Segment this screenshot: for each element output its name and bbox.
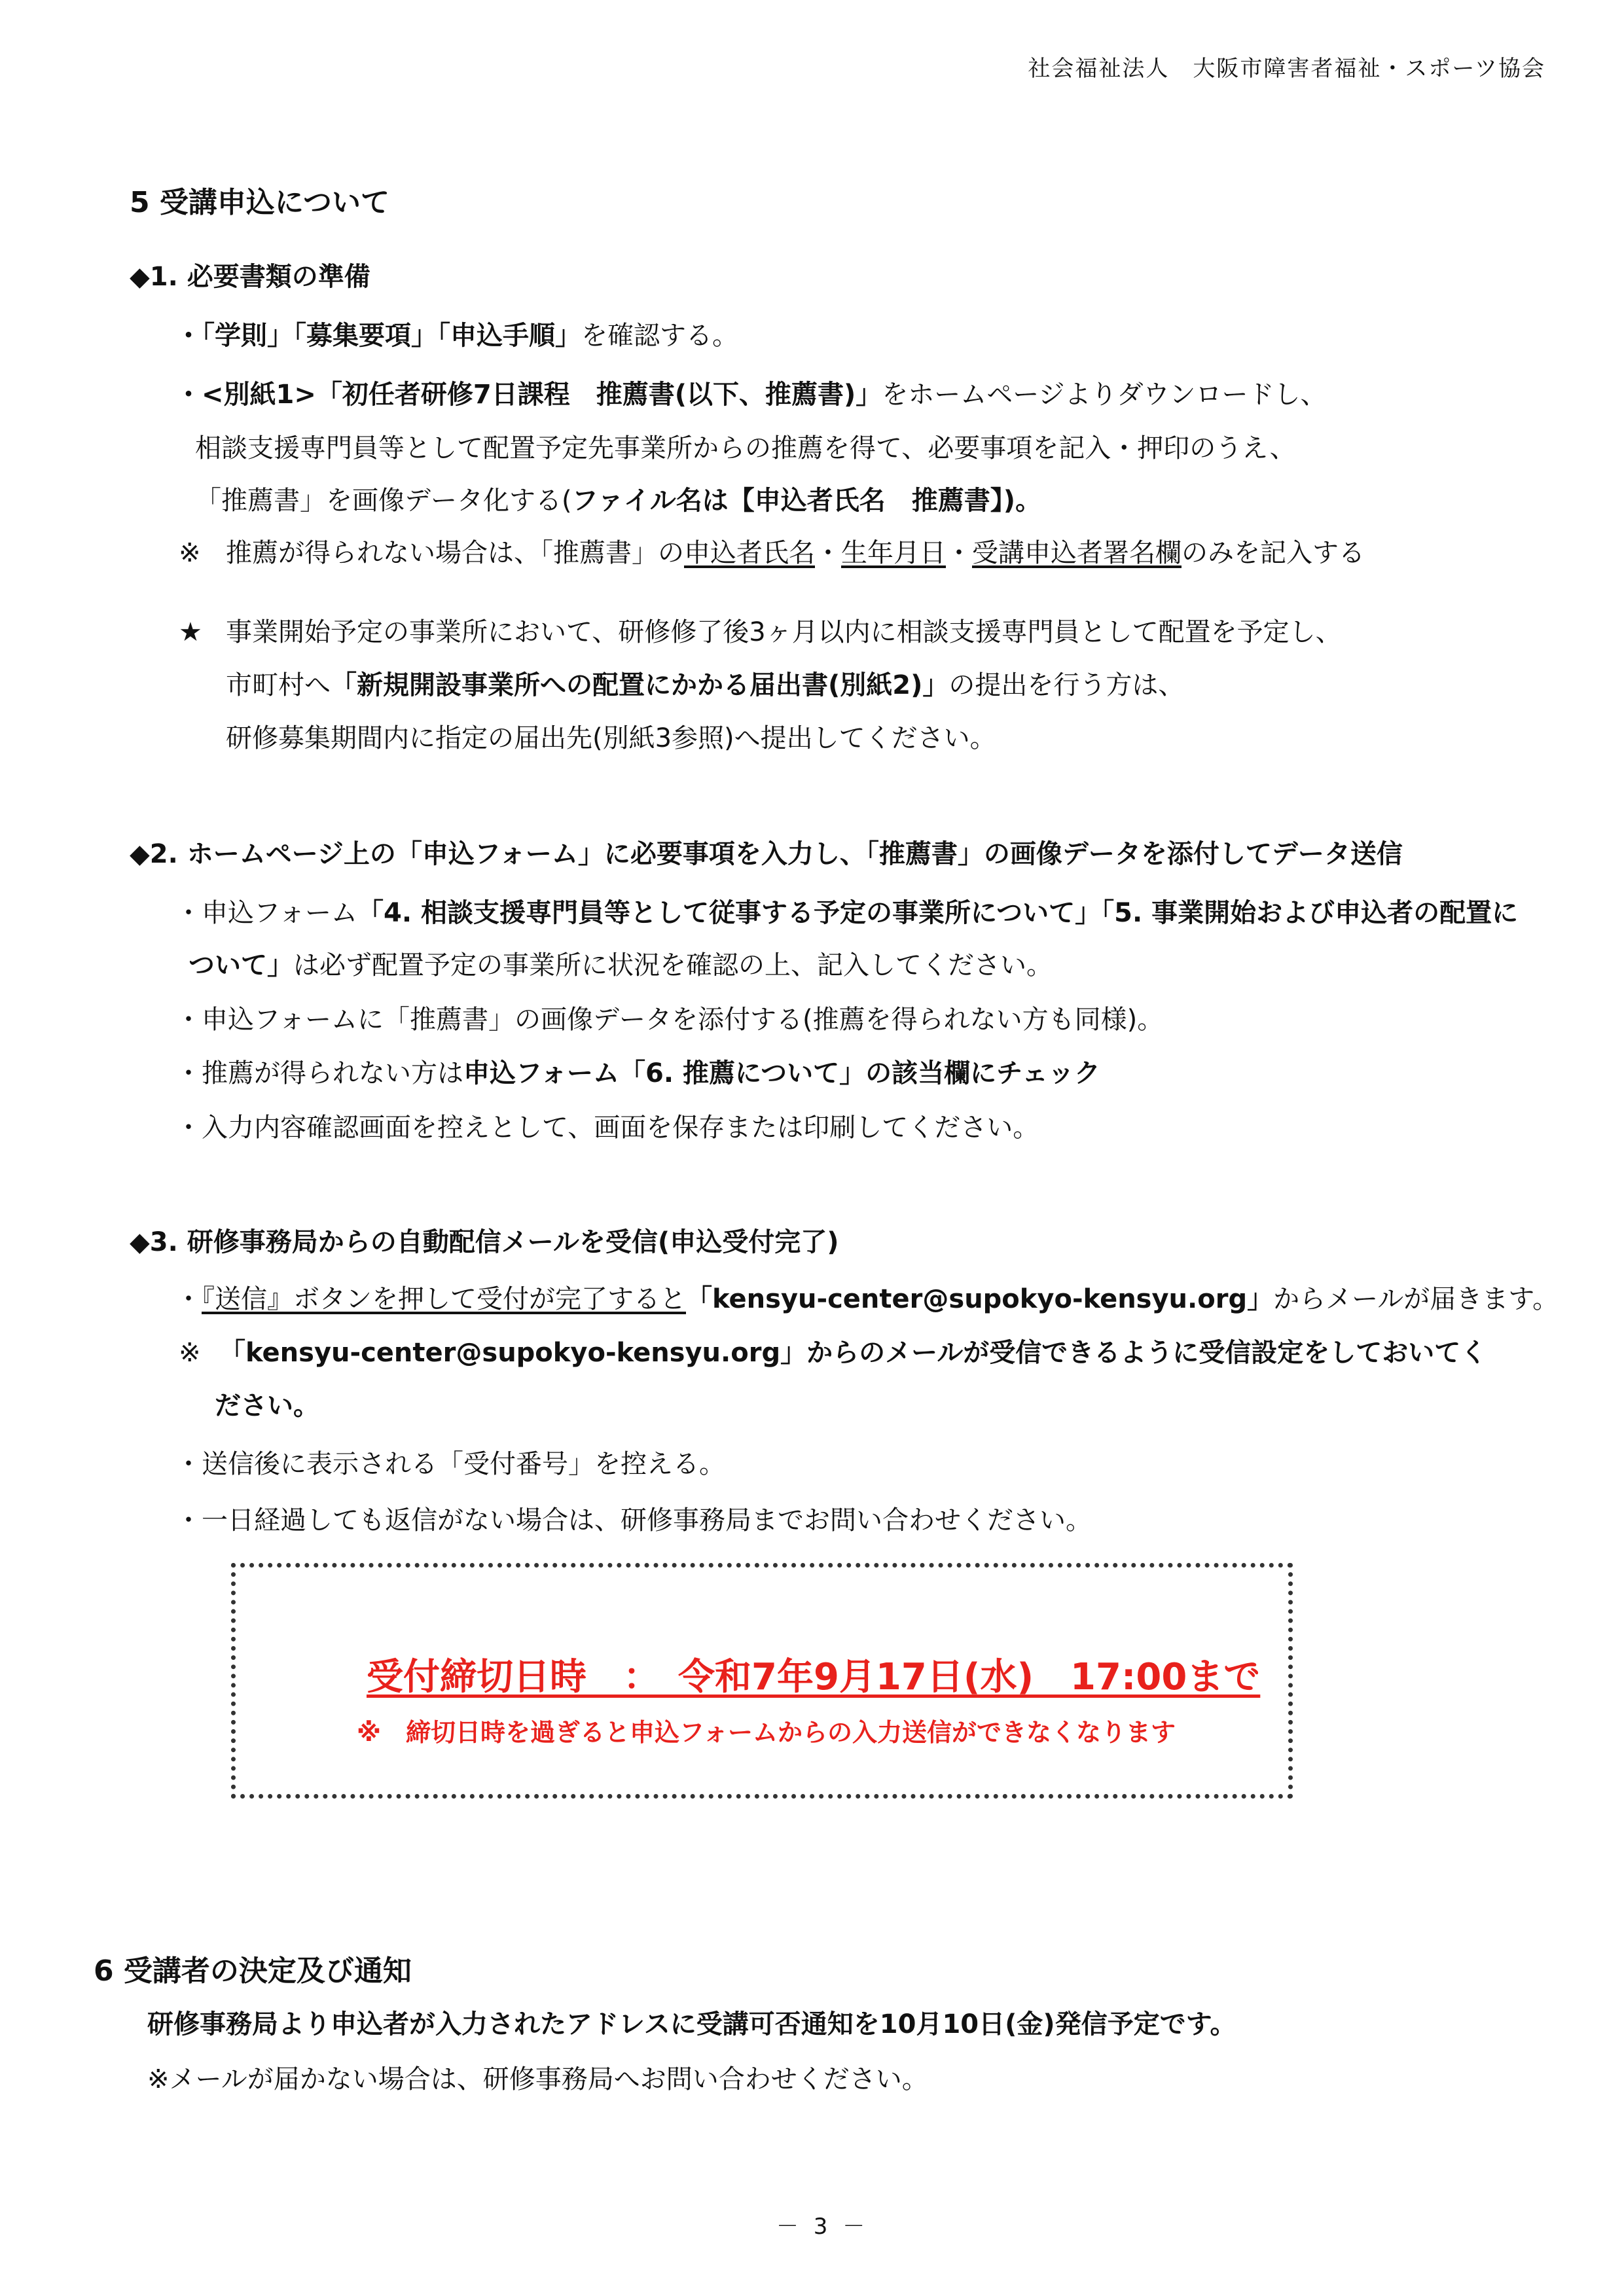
deadline-note: ※ 締切日時を過ぎると申込フォームからの入力送信ができなくなります <box>357 1718 1176 1747</box>
page-number: － 3 － <box>776 2214 869 2240</box>
section-5-title: 5 受講申込について <box>130 186 390 219</box>
step-1-note-mark: ※ <box>179 538 201 568</box>
step-1-note-field-signature: 受講申込者署名欄 <box>972 538 1182 568</box>
step-3-email-address: 「kensyu-center@supokyo-kensyu.org」 <box>686 1284 1274 1314</box>
star-note-line-1: 事業開始予定の事業所において、研修修了後3ヶ月以内に相談支援専門員として配置を予定し、 <box>226 617 1342 647</box>
step-1-line-4-text: 「推薦書」を画像データ化する( <box>195 486 572 516</box>
section-6-line-1: 研修事務局より申込者が入力されたアドレスに受講可否通知を10月10日(金)発信予定です。 <box>147 2009 1236 2039</box>
star-note-line-2 <box>226 672 1184 698</box>
step-2-line-4-text: ・推薦が得られない方は <box>175 1058 463 1088</box>
step-3-note-mark: ※ <box>179 1338 201 1368</box>
step-2-line-1-text: ・申込フォーム <box>175 898 357 928</box>
step-1-line-1 <box>175 323 738 349</box>
step-2-line-5: ・入力内容確認画面を控えとして、画面を保存または印刷してください。 <box>175 1113 1039 1143</box>
step-1-line-2-text: をホームページよりダウンロードし、 <box>882 380 1327 410</box>
step-2-line-1-bold: 「4. 相談支援専門員等として従事する予定の事業所について」「5. 事業開始および申込者の配置に <box>357 898 1519 928</box>
step-1-line-4 <box>195 488 1041 514</box>
step-1-heading: ◆1. 必要書類の準備 <box>130 262 370 292</box>
organization-header: 社会福祉法人 大阪市障害者福祉・スポーツ協会 <box>1028 56 1545 82</box>
step-1-line-1-text: を確認する。 <box>581 321 738 351</box>
star-note-line-2-bold: 「新規開設事業所への配置にかかる届出書(別紙2)」 <box>331 670 949 700</box>
step-2-line-4-bold: 申込フォーム「6. 推薦について」の該当欄にチェック <box>463 1058 1100 1088</box>
step-1-note-field-birthdate: 生年月日 <box>841 538 946 568</box>
step-3-heading: ◆3. 研修事務局からの自動配信メールを受信(申込受付完了) <box>130 1227 839 1257</box>
step-1-note-tail: のみを記入する <box>1182 538 1365 568</box>
step-1-note-field-name: 申込者氏名 <box>684 538 815 568</box>
deadline-datetime: 受付締切日時 ： 令和7年9月17日(水) 17:00まで <box>367 1656 1261 1698</box>
step-3-line-1-bullet: ・ <box>175 1284 202 1314</box>
step-2-line-2 <box>189 952 1053 978</box>
step-1-line-3: 相談支援専門員等として配置予定先事業所からの推薦を得て、必要事項を記入・押印のうえ、 <box>195 433 1296 463</box>
step-3-line-3: ・送信後に表示される「受付番号」を控える。 <box>175 1449 725 1479</box>
step-2-line-4 <box>175 1060 1100 1086</box>
star-icon: ★ <box>179 617 202 647</box>
star-note-line-3: 研修募集期間内に指定の届出先(別紙3参照)へ提出してください。 <box>226 723 996 753</box>
section-6-title: 6 受講者の決定及び通知 <box>94 1954 412 1988</box>
step-2-line-3: ・申込フォームに「推薦書」の画像データを添付する(推薦を得られない方も同様)。 <box>175 1005 1164 1035</box>
step-3-note-line-1: 「kensyu-center@supokyo-kensyu.org」からのメールが受信できるように受信設定をしておいてく <box>219 1338 1487 1368</box>
step-1-note-sep-1: ・ <box>815 538 841 568</box>
step-1-note-sep-2: ・ <box>946 538 972 568</box>
step-2-line-2-bold: ついて」 <box>189 950 293 980</box>
step-3-line-1-underlined: 『送信』ボタンを押して受付が完了すると <box>202 1284 686 1314</box>
step-3-line-4: ・一日経過しても返信がない場合は、研修事務局までお問い合わせください。 <box>175 1505 1092 1535</box>
step-1-note <box>226 540 1365 566</box>
step-2-heading: ◆2. ホームページ上の「申込フォーム」に必要事項を入力し、「推薦書」の画像データを添付してデータ送信 <box>130 839 1403 869</box>
step-1-line-4-bold: ファイル名は【申込者氏名 推薦書】)。 <box>571 486 1042 516</box>
step-2-line-2-text: は必ず配置予定の事業所に状況を確認の上、記入してください。 <box>293 950 1053 980</box>
step-3-line-1-tail: からメールが届きます。 <box>1273 1284 1559 1314</box>
step-1-note-text: 推薦が得られない場合は、「推薦書」の <box>226 538 684 568</box>
step-2-line-1 <box>175 900 1518 926</box>
step-1-line-1-bold: ・「学則」「募集要項」「申込手順」 <box>175 321 581 351</box>
step-3-note-line-2: ださい。 <box>215 1391 319 1421</box>
star-note-line-2-text: 市町村へ <box>226 670 331 700</box>
step-3-line-1 <box>175 1286 1559 1312</box>
section-6-line-2: ※メールが届かない場合は、研修事務局へお問い合わせください。 <box>147 2064 928 2094</box>
step-1-line-2 <box>175 382 1326 408</box>
step-1-line-2-bold: ・<別紙1>「初任者研修7日課程 推薦書(以下、推薦書)」 <box>175 380 882 410</box>
star-note-line-2-tail: の提出を行う方は、 <box>948 670 1185 700</box>
